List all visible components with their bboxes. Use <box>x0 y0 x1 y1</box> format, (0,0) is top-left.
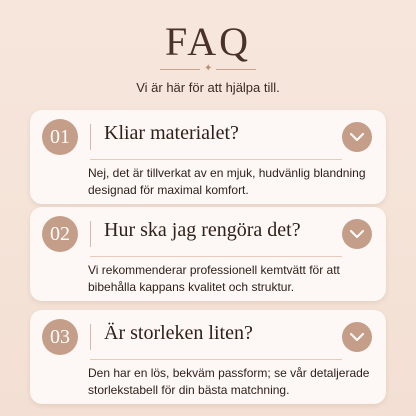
title-divider <box>160 63 256 74</box>
horizontal-divider <box>90 159 342 160</box>
faq-answer: Den har en lös, bekväm passform; se vår detaljerade storlekstabell för din bästa matchning. <box>88 366 370 397</box>
faq-number-badge: 03 <box>42 319 78 355</box>
divider-line-right <box>216 69 256 70</box>
horizontal-divider <box>90 359 342 360</box>
faq-question[interactable]: Är storleken liten? <box>104 322 253 344</box>
vertical-divider <box>90 124 91 150</box>
faq-answer: Nej, det är tillverkat av en mjuk, hudvänlig blandning designad för maximal komfort. <box>88 166 366 197</box>
faq-item-3[interactable] <box>30 310 386 404</box>
vertical-divider <box>90 324 91 350</box>
sparkle-icon: ✦ <box>204 63 213 74</box>
faq-number-badge: 01 <box>42 119 78 155</box>
chevron-down-icon[interactable] <box>342 219 372 249</box>
divider-line-left <box>160 69 200 70</box>
page-subtitle: Vi är här för att hjälpa till. <box>136 80 280 95</box>
chevron-down-icon[interactable] <box>342 322 372 352</box>
vertical-divider <box>90 221 91 247</box>
faq-answer: Vi rekommenderar professionell kemtvätt för att bibehålla kappans kvalitet och struktur. <box>88 263 340 294</box>
horizontal-divider <box>90 256 342 257</box>
faq-number-badge: 02 <box>42 216 78 252</box>
faq-question[interactable]: Hur ska jag rengöra det? <box>104 219 301 241</box>
page-title: FAQ <box>164 19 252 64</box>
chevron-down-icon[interactable] <box>342 122 372 152</box>
faq-question[interactable]: Kliar materialet? <box>104 122 239 144</box>
faq-item-1[interactable] <box>30 110 386 204</box>
faq-item-2[interactable] <box>30 207 386 301</box>
